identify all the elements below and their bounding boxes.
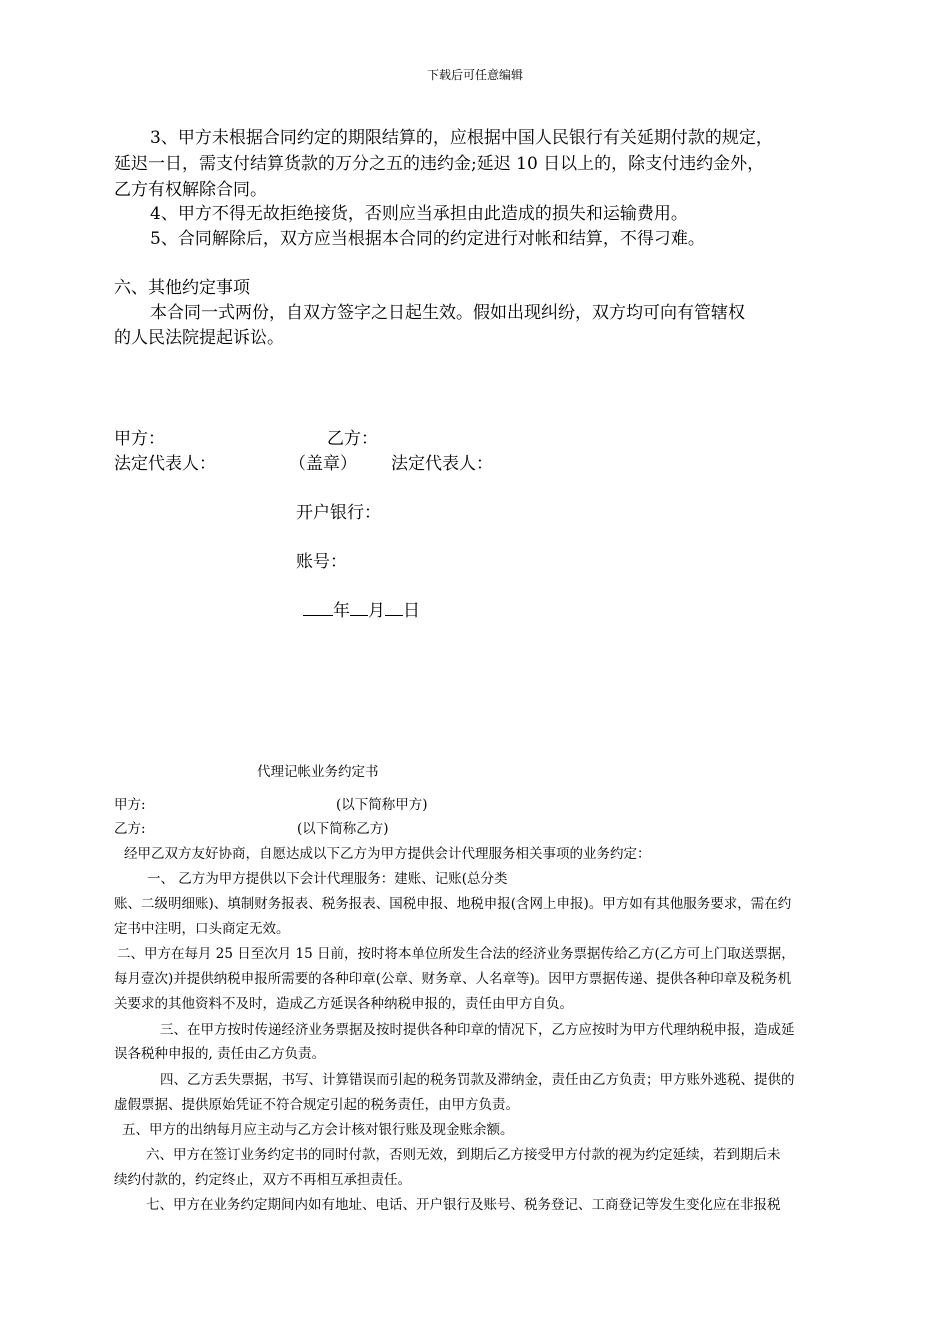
item-1-line-1: 一、 乙方为甲方提供以下会计代理服务：建账、记账(总分类 [147,871,508,887]
item-7-line-1: 七、甲方在业务约定期间内如有地址、电话、开户银行及账号、税务登记、工商登记等发生变化应在非报税 [146,1197,781,1213]
party-a-note: (以下简称甲方) [336,797,428,813]
account-label: 账号： [296,552,347,572]
party-b-label-2: 乙方: [114,821,146,837]
item-4-line-1: 四、乙方丢失票据，书写、计算错误而引起的税务罚款及滞纳金，责任由乙方负责；甲方账外逃税、提供的 [160,1072,795,1088]
clause-3-line-1: 3、甲方未根据合同约定的期限结算的，应根据中国人民银行有关延期付款的规定， [150,128,773,148]
clause-4: 4、甲方不得无故拒绝接货，否则应当承担由此造成的损失和运输费用。 [150,204,688,224]
party-b-label: 乙方： [327,429,378,449]
item-6-line-1: 六、甲方在签订业务约定书的同时付款，否则无效，到期后乙方接受甲方付款的视为约定延续，若到期后未 [146,1147,781,1163]
legal-rep-b-label: 法定代表人： [391,454,493,474]
date-line [303,598,420,625]
item-3-line-2: 误各税种申报的, 责任由乙方负责。 [114,1046,326,1062]
clause-3-line-3: 乙方有权解除合同。 [114,180,267,200]
day-label: 日 [403,601,420,621]
item-4-line-2: 虚假票据、提供原始凭证不符合规定引起的税务责任，由甲方负责。 [114,1097,519,1113]
item-6-line-2: 续约付款的，约定终止，双方不再相互承担责任。 [114,1172,411,1188]
item-2-line-2: 每月壹次)并提供纳税申报所需要的各种印章(公章、财务章、人名章等)。因甲方票据传递、提供各种印章及税务机 [114,971,792,987]
item-1-line-2: 账、二级明细账)、填制财务报表、税务报表、国税申报、地税申报(含网上申报)。甲方如有其他服务要求，需在约 [114,896,792,912]
seal-label: （盖章） [289,454,357,474]
item-1-line-3: 定书中注明，口头商定无效。 [114,921,290,937]
month-label: 月 [368,601,385,621]
section-6-line-2: 的人民法院提起诉讼。 [114,328,284,348]
item-5: 五、甲方的出纳每月应主动与乙方会计核对银行账及现金账余额。 [122,1122,514,1138]
clause-3-line-2: 延迟一日，需支付结算货款的万分之五的违约金;延迟 10 日以上的，除支付违约金外， [114,154,765,174]
section-6-line-1: 本合同一式两份，自双方签字之日起生效。假如出现纠纷，双方均可向有管辖权 [150,303,745,323]
legal-rep-a-label: 法定代表人： [114,454,216,474]
item-2-line-3: 关要求的其他资料不及时，造成乙方延误各种纳税申报的，责任由甲方自负。 [114,996,573,1012]
year-label: 年 [333,601,350,621]
agreement-title: 代理记帐业务约定书 [257,764,379,780]
bank-label: 开户银行： [296,503,381,523]
day-blank [385,599,403,616]
year-blank [303,599,333,616]
clause-5: 5、合同解除后，双方应当根据本合同的约定进行对帐和结算，不得刁难。 [150,229,705,249]
party-a-label-2: 甲方: [114,797,146,813]
page-header-note: 下载后可任意编辑 [426,68,523,82]
agreement-intro: 经甲乙双方友好协商，自愿达成以下乙方为甲方提供会计代理服务相关事项的业务约定： [124,846,651,862]
item-3-line-1: 三、在甲方按时传递经济业务票据及按时提供各种印章的情况下，乙方应按时为甲方代理纳税申报，造成延 [160,1022,795,1038]
party-a-label: 甲方： [114,429,165,449]
section-6-title: 六、其他约定事项 [114,278,250,298]
month-blank [350,599,368,616]
party-b-note: (以下简称乙方) [297,821,389,837]
item-2-line-1: 二、甲方在每月 25 日至次月 15 日前，按时将本单位所发生合法的经济业务票据传给乙方(乙方可上门取送票据， [117,946,795,962]
